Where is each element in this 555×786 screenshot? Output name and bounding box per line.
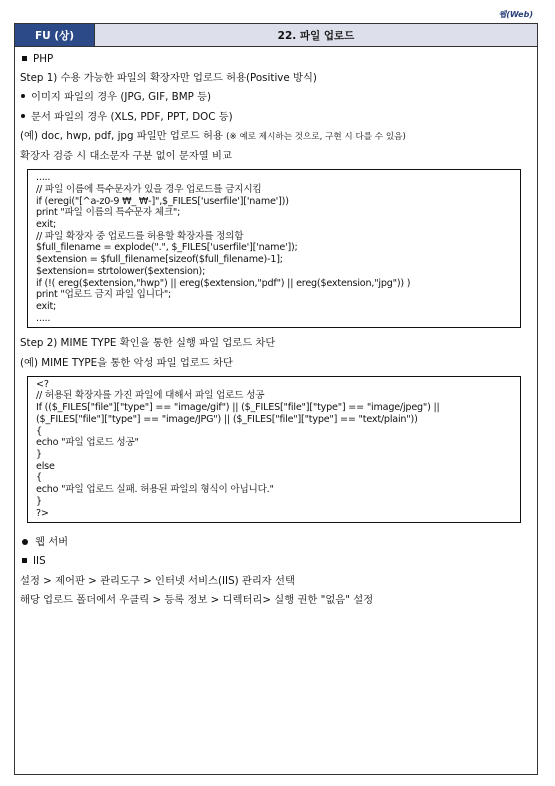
- code-line: exit;: [36, 219, 57, 231]
- document-extensions-item: 문서 파일의 경우 (XLS, PDF, PPT, DOC 등): [20, 108, 531, 127]
- code-line: ($_FILES["file"]["type"] == "image/JPG") || ($_FILES["file"]["type"] == "text/plain")): [36, 413, 418, 425]
- code-line: if (!( ereg($extension,"hwp") || ereg($extension,"pdf") || ereg($extension,"jpg")) ): [36, 277, 411, 289]
- code-line: If (($_FILES["file"]["type"] == "image/gif") || ($_FILES["file"]["type"] == "image/jpeg") ||: [36, 402, 440, 414]
- case-insensitive-note: 확장자 검증 시 대소문자 구분 없이 문자열 비교: [20, 150, 232, 163]
- code-line: }: [36, 448, 42, 460]
- code-line: print "파일 이름의 특수문자 체크";: [36, 207, 181, 219]
- code-line: $extension = $full_filename[sizeof($full_filename)-1];: [36, 254, 283, 266]
- step1-text: Step 1) 수용 가능한 파일의 확장자만 업로드 허용(Positive 방식): [20, 72, 317, 85]
- iis-manager-path: 설정 > 제어판 > 관리도구 > 인터넷 서비스(IIS) 관리자 선택: [20, 574, 295, 587]
- step2-text: Step 2) MIME TYPE 확인을 통한 실행 파일 업로드 차단: [20, 337, 276, 350]
- square-bullet-icon: [22, 558, 27, 563]
- vuln-code-label: FU (상): [15, 24, 95, 46]
- code-line: .....: [36, 172, 51, 184]
- document-body: [15, 47, 537, 610]
- square-bullet-icon: [22, 56, 27, 61]
- code-line: exit;: [36, 300, 57, 312]
- webserver-heading: 웹 서버: [20, 533, 531, 552]
- code-line: else: [36, 460, 55, 472]
- vuln-title: 22. 파일 업로드: [95, 24, 537, 46]
- code-block-mime-check: [27, 376, 521, 523]
- code-line: ?>: [36, 507, 49, 519]
- circle-bullet-icon: [22, 539, 28, 545]
- image-extensions-item: 이미지 파일의 경우 (JPG, GIF, BMP 등): [20, 88, 531, 107]
- code-line: if (eregi("[^a-z0-9 ₩_ ₩-]",$_FILES['userfile']['name'])): [36, 195, 289, 207]
- code-line: // 허용된 확장자를 가진 파일에 대해서 파일 업로드 성공: [36, 390, 265, 402]
- code-line: print "업로드 금지 파일 입니다";: [36, 289, 172, 301]
- category-tag: 웹(Web): [498, 10, 533, 19]
- code-line: {: [36, 472, 42, 484]
- code-block-extension-check: [27, 169, 521, 328]
- code-line: $full_filename = explode(".", $_FILES['userfile']['name']);: [36, 242, 298, 254]
- title-bar: [15, 24, 537, 47]
- code-line: echo "파일 업로드 성공": [36, 437, 139, 449]
- dot-bullet-icon: [21, 114, 25, 118]
- code-line: {: [36, 425, 42, 437]
- document-frame: [14, 23, 538, 775]
- example-allowed-extensions: (예) doc, hwp, pdf, jpg 파일만 업로드 허용 (※ 예로 제시하는 것으로, 구현 시 다를 수 있음): [20, 129, 406, 142]
- code-line: .....: [36, 312, 51, 324]
- code-line: $extension= strtolower($extension);: [36, 265, 206, 277]
- step2-example: (예) MIME TYPE을 통한 악성 파일 업로드 차단: [20, 356, 233, 369]
- code-line: echo "파일 업로드 실패. 허용된 파일의 형식이 아닙니다.": [36, 484, 274, 496]
- dot-bullet-icon: [21, 94, 25, 98]
- php-heading: PHP: [20, 50, 531, 69]
- example-note: (※ 예로 제시하는 것으로, 구현 시 다를 수 있음): [226, 131, 406, 142]
- code-line: }: [36, 495, 42, 507]
- iis-heading: IIS: [20, 552, 531, 571]
- iis-execute-permission: 해당 업로드 폴더에서 우클릭 > 등록 정보 > 디렉터리> 실행 권한 "없음" 설정: [20, 593, 374, 606]
- code-line: // 파일 이름에 특수문자가 있을 경우 업로드를 금지시킴: [36, 183, 262, 195]
- code-line: // 파일 확장자 중 업로드를 허용할 확장자를 정의함: [36, 230, 244, 242]
- code-line: <?: [36, 378, 49, 390]
